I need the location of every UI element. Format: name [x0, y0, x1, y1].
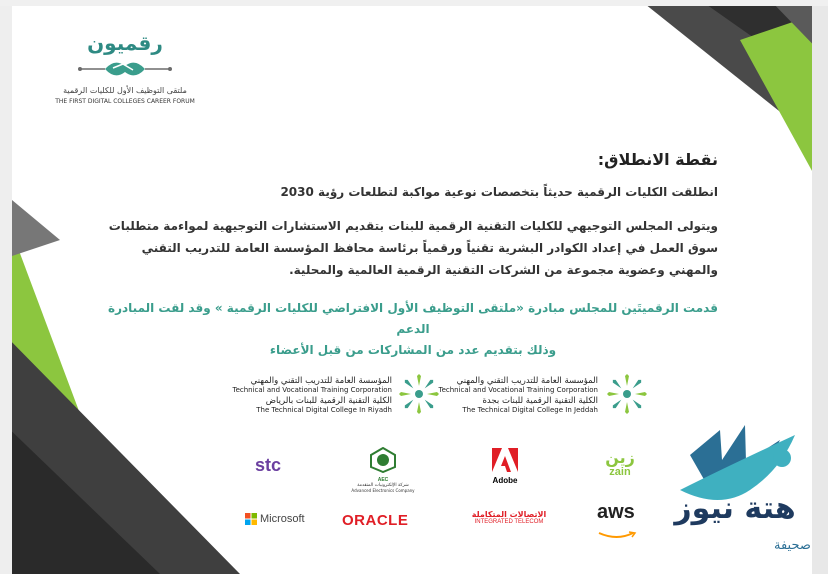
zain-logo-ar: زين	[605, 448, 635, 467]
section-heading: نقطة الانطلاق:	[597, 150, 718, 169]
institution-org-en: Technical and Vocational Training Corporation	[232, 386, 392, 394]
handshake-icon	[75, 56, 175, 82]
institution-org-ar: المؤسسة العامة للتدريب التقني والمهني	[250, 376, 392, 386]
microsoft-logo	[245, 513, 305, 525]
integrated-telecom-en: INTEGRATED TELECOM	[474, 519, 544, 525]
stc-logo: stc	[255, 455, 282, 475]
paragraph-initiative	[108, 298, 718, 361]
tvtc-emblem-icon	[606, 372, 648, 418]
aec-logo	[348, 447, 418, 493]
adobe-logo-text: Adobe	[492, 476, 518, 485]
adobe-icon	[492, 448, 518, 472]
zain-logo	[600, 450, 640, 478]
institution-org-ar: المؤسسة العامة للتدريب التقني والمهني	[456, 376, 598, 386]
integrated-telecom-ar: الاتصالات المتكاملة	[471, 510, 547, 519]
aws-logo-text: aws	[597, 501, 635, 523]
oracle-logo: ORACLE	[342, 512, 409, 529]
aec-logo-name-en: Advanced Electronics Company	[351, 488, 415, 493]
institution-college-en: The Technical Digital College In Jeddah	[462, 406, 598, 414]
institution-college-ar: الكلية التقنية الرقمية للبنات بالرياض	[265, 396, 392, 406]
institution-college-en: The Technical Digital College In Riyadh	[256, 406, 392, 414]
initiative-line-2: وذلك بتقديم عدد من المشاركات من قبل الأعضاء	[269, 343, 557, 357]
microsoft-windows-icon	[245, 513, 257, 525]
integrated-telecom-logo	[465, 510, 553, 525]
aec-logo-badge: AEC	[377, 477, 389, 483]
watermark-label: صحيفة	[774, 538, 811, 553]
newspaper-watermark	[660, 420, 820, 570]
zain-logo-en: zain	[609, 466, 631, 478]
aec-emblem-icon	[369, 447, 397, 473]
aws-smile-icon	[597, 531, 637, 539]
forum-logo-subtitle-ar: ملتقى التوظيف الأول للكليات الرقمية	[63, 86, 187, 95]
adobe-logo	[490, 448, 520, 485]
paragraph-council: ويتولى المجلس التوجيهي للكليات التقنية الرقمية للبنات بتقديم الاستشارات التوجيهية لمواءمة متطلبات سوق العمل في إعداد الكوادر البشرية تقنياً ورقمياً برئاسة محافظ المؤسسة العامة للتدريب التقني والمهني وعضوية مجموعة من الشركات التقنية الرقمية العالمية والمحلية.	[108, 219, 718, 277]
institution-org-en: Technical and Vocational Training Corporation	[438, 386, 598, 394]
tvtc-emblem-icon	[398, 372, 440, 418]
aws-logo	[597, 502, 637, 545]
forum-logo-subtitle-en: THE FIRST DIGITAL COLLEGES CAREER FORUM	[55, 98, 195, 105]
main-content	[108, 150, 718, 281]
institution-riyadh	[192, 376, 392, 414]
forum-logo-title: رقميون	[87, 31, 163, 55]
institution-college-ar: الكلية التقنية الرقمية للبنات بجدة	[482, 396, 598, 406]
initiative-line-1: قدمت الرقميتَين للمجلس مبادرة «ملتقى التوظيف الأول الافتراضي للكليات الرقمية » وقد لقت المبادرة الدعم	[108, 301, 718, 336]
microsoft-logo-text: Microsoft	[260, 513, 305, 525]
watermark-name: هتة نيوز	[674, 491, 796, 526]
forum-logo	[40, 32, 210, 105]
paragraph-launch: انطلقت الكليات الرقمية حديثاً بتخصصات نوعية مواكبة لتطلعات رؤية 2030	[280, 185, 718, 199]
aec-logo-name: شركة الإلكترونيات المتقدمة	[357, 483, 409, 488]
